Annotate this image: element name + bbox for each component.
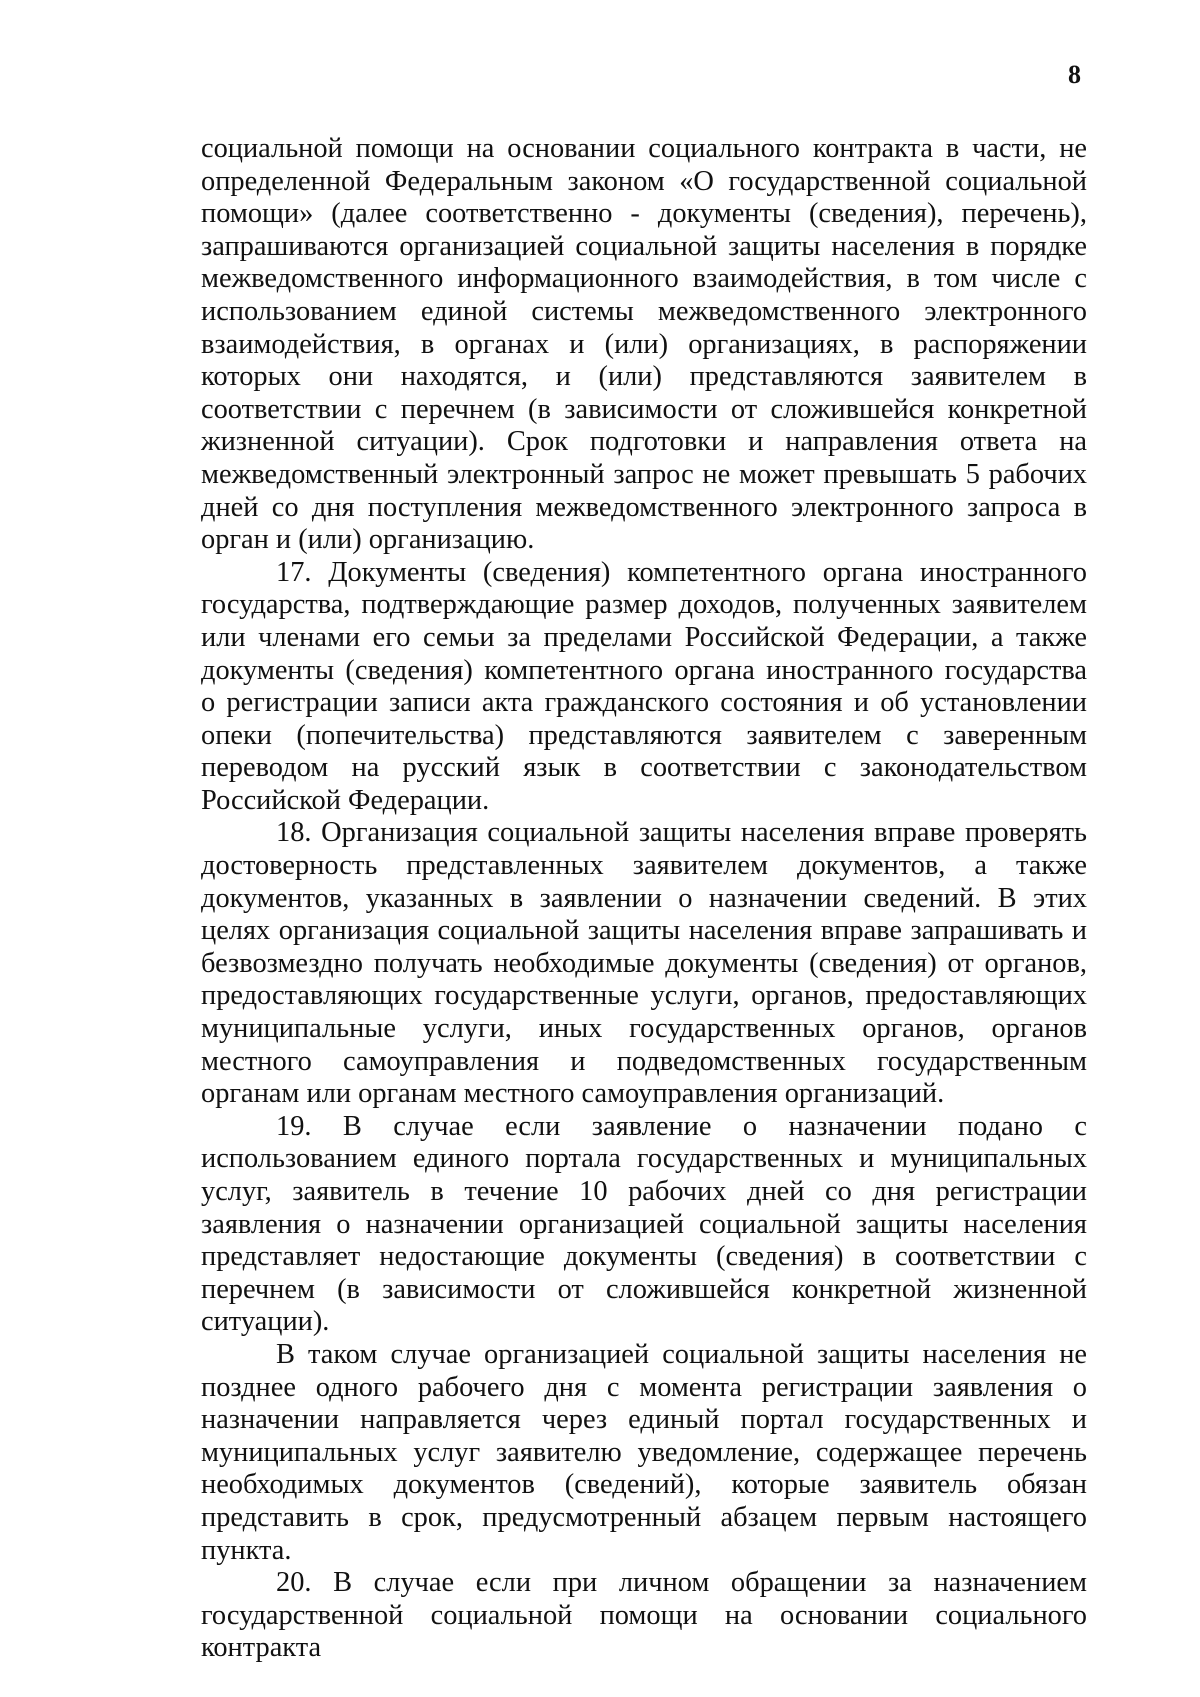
paragraph-20: 20. В случае если при личном обращении за назначением государственной социальной помощи на основании социального контракта: [201, 1567, 1087, 1664]
paragraph-19-second-part: В таком случае организацией социальной защиты населения не позднее одного рабочего дня с момента регистрации заявления о назначении направляется через единый портал государственных и муниципальных услуг заявителю уведомление, содержащее перечень необходимых документов (сведений), которые заявитель обязан представить в срок, предусмотренный абзацем первым настоящего пункта.: [201, 1338, 1087, 1566]
paragraph-continuation: социальной помощи на основании социального контракта в части, не определенной Федеральным законом «О государственной социальной помощи» (далее соответственно - документы (сведения), перечень), запрашиваются организацией социальной защиты населения в порядке межведомственного информационного взаимодействия, в том числе с использованием единой системы межведомственного электронного взаимодействия, в органах и (или) организациях, в распоряжении которых они находятся, и (или) представляются заявителем в соответствии с перечнем (в зависимости от сложившейся конкретной жизненной ситуации). Срок подготовки и направления ответа на межведомственный электронный запрос не может превышать 5 рабочих дней со дня поступления межведомственного электронного запроса в орган и (или) организацию.: [201, 133, 1087, 556]
page-number: 8: [1068, 60, 1081, 89]
document-body: [201, 133, 1087, 1665]
paragraph-18: 18. Организация социальной защиты населения вправе проверять достоверность представленных заявителем документов, а также документов, указанных в заявлении о назначении сведений. В этих целях организация социальной защиты населения вправе запрашивать и безвозмездно получать необходимые документы (сведения) от органов, предоставляющих государственные услуги, органов, предоставляющих муниципальные услуги, иных государственных органов, органов местного самоуправления и подведомственных государственным органам или органам местного самоуправления организаций.: [201, 817, 1087, 1110]
paragraph-19: 19. В случае если заявление о назначении подано с использованием единого портала государственных и муниципальных услуг, заявитель в течение 10 рабочих дней со дня регистрации заявления о назначении организацией социальной защиты населения представляет недостающие документы (сведения) в соответствии с перечнем (в зависимости от сложившейся конкретной жизненной ситуации).: [201, 1110, 1087, 1338]
paragraph-17: 17. Документы (сведения) компетентного органа иностранного государства, подтверждающие размер доходов, полученных заявителем или членами его семьи за пределами Российской Федерации, а также документы (сведения) компетентного органа иностранного государства о регистрации записи акта гражданского состояния и об установлении опеки (попечительства) представляются заявителем с заверенным переводом на русский язык в соответствии с законодательством Российской Федерации.: [201, 556, 1087, 816]
